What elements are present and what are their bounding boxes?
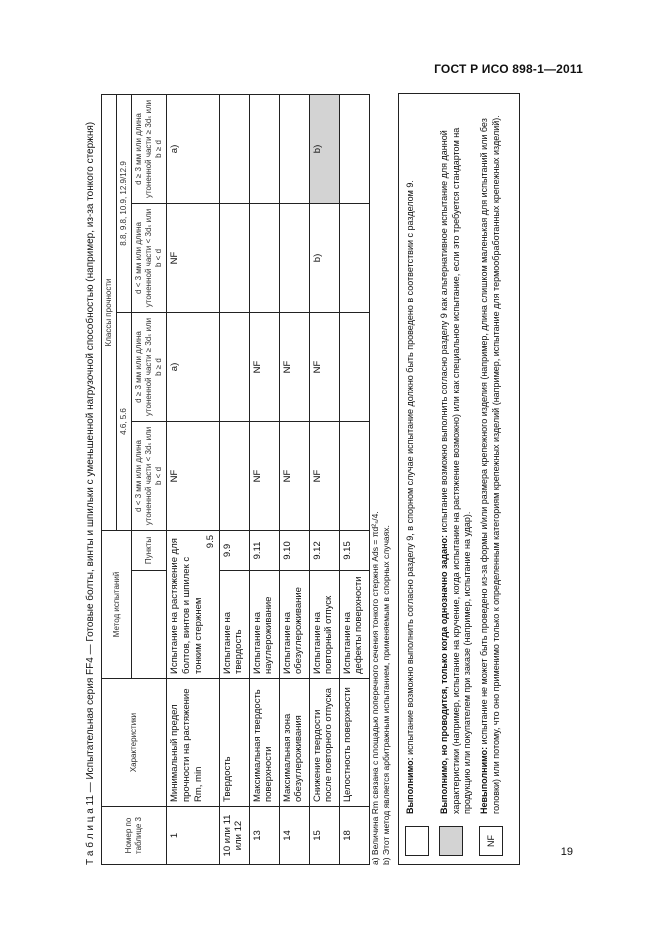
table-row [279, 94, 309, 864]
document-header: ГОСТ Р ИСО 898-1—2011 [434, 62, 583, 76]
legend-gray-text: Выполнимо, но проводится, только когда однозначно задано: испытание возможно выполнить согласно разделу 9 как альтернативное испытание для данной характеристики (например, испытание на кручение, когда испытание на растяжение возможно) или как специальное испытание, если это требуется стандартом на продукцию или покупателем при заказе (например, испытание на удар). [439, 127, 473, 814]
row-cell: NF [279, 421, 309, 530]
page-number: 19 [560, 846, 573, 858]
row-number: 1 [167, 807, 220, 865]
row-cell: NF [167, 421, 220, 530]
row-clause: 9.9 [219, 530, 249, 570]
header-method: Метод испытаний [102, 530, 132, 678]
row-cell [249, 94, 279, 203]
row-characteristic: Целостность поверхности [339, 679, 369, 807]
row-cell-gray: b) [309, 94, 339, 203]
row-number: 13 [249, 807, 279, 865]
legend-box-empty [405, 826, 429, 856]
row-method: Испытание на обезуглероживание [279, 571, 309, 679]
note-b: b) Этот метод является арбитражным испытанием, применяемым в спорных случаях. [381, 525, 392, 865]
row-cell [339, 203, 369, 312]
row-method: Испытание на растяжение для болтов, винтов и шпилек с тонким стержнем 9.5 [167, 530, 220, 678]
row-method: Испытание на повторный отпуск [309, 571, 339, 679]
row-clause: 9.10 [279, 530, 309, 570]
note-a: a) Величина Rm связана с площадью поперечного сечения тонкого стержня Ads = πd²ₛ/4. [370, 511, 380, 865]
row-characteristic: Твердость [219, 679, 249, 807]
table-caption: Т а б л и ц а 11 — Испытательная серия FF4 — Готовые болты, винты и шпильки с уменьшенной нагрузочной способностью (например, из-за тонкого стержня) [85, 121, 96, 865]
row-cell [219, 203, 249, 312]
row-cell: NF [249, 312, 279, 421]
row-method: Испытание на твердость [219, 571, 249, 679]
table-row [167, 94, 220, 864]
row-clause: 9.12 [309, 530, 339, 570]
row-cell: NF [167, 203, 220, 312]
row-cell: b) [309, 203, 339, 312]
row-number: 10 или 11 или 12 [219, 807, 249, 865]
row-cell [219, 94, 249, 203]
legend-nf [479, 106, 513, 856]
row-method: Испытание на науглероживание [249, 571, 279, 679]
header-group-1: 4.6, 5.6 [117, 312, 132, 530]
header-clauses: Пункты [132, 530, 167, 570]
row-cell [219, 312, 249, 421]
row-clause: 9.11 [249, 530, 279, 570]
header-number: Номер по таблице 3 [102, 807, 167, 865]
legend-done-text: Выполнимо: испытание возможно выполнить согласно разделу 9, в спорном случае испытание должно быть проведено в соответствии с разделом 9. [405, 180, 415, 814]
legend-nf-text: Невыполнимо: испытание не может быть проведено из-за формы и/или размера крепежного изделия (например, длина слишком маленькая для испытаний или без головки) или потому, что оно применимо только к определенным категориям крепежных изделий (например, испытание для термообработанных крепежных изделий). [479, 115, 501, 814]
header-sub-2b: d ≥ 3 мм или длина утоненной части ≥ 3dₛ или b ≥ d [132, 94, 167, 203]
table-notes [370, 95, 392, 865]
header-sub-2a: d < 3 мм или длина утоненной части < 3dₛ или b < d [132, 203, 167, 312]
rotated-page-content [85, 95, 520, 865]
row-characteristic: Минимальный предел прочности на растяжение Rm, min [167, 679, 220, 807]
legend-done [405, 106, 435, 856]
row-cell: NF [249, 421, 279, 530]
legend-gray [439, 106, 473, 856]
row-characteristic: Максимальная твердость поверхности [249, 679, 279, 807]
header-classes: Классы прочности [102, 94, 117, 530]
legend [398, 93, 520, 865]
row-cell [279, 203, 309, 312]
row-cell [219, 421, 249, 530]
row-cell [279, 94, 309, 203]
header-characteristic: Характеристики [102, 679, 167, 807]
table-row [219, 94, 249, 864]
row-cell [339, 94, 369, 203]
row-cell [339, 421, 369, 530]
header-sub-1a: d < 3 мм или длина утоненной части < 3dₛ или b < d [132, 421, 167, 530]
row-cell: NF [279, 312, 309, 421]
row-number: 18 [339, 807, 369, 865]
test-series-table [101, 94, 370, 865]
row-cell: NF [309, 421, 339, 530]
row-number: 14 [279, 807, 309, 865]
legend-box-nf: NF [479, 826, 503, 856]
header-sub-1b: d ≥ 3 мм или длина утоненной части ≥ 3dₛ или b ≥ d [132, 312, 167, 421]
row-method: Испытание на дефекты поверхности [339, 571, 369, 679]
row-cell [249, 203, 279, 312]
header-group-2: 8.8, 9.8, 10.9, 12.9/12.9 [117, 94, 132, 312]
row-clause: 9.5 [204, 534, 216, 549]
row-cell: a) [167, 94, 220, 203]
table-row [309, 94, 339, 864]
table-row [339, 94, 369, 864]
legend-box-gray [439, 826, 463, 856]
row-characteristic: Максимальная зона обезуглероживания [279, 679, 309, 807]
header-method-spacer [132, 571, 167, 679]
row-clause: 9.15 [339, 530, 369, 570]
row-characteristic: Снижение твердости после повторного отпуска [309, 679, 339, 807]
row-number: 15 [309, 807, 339, 865]
row-cell: a) [167, 312, 220, 421]
row-cell [339, 312, 369, 421]
table-row [249, 94, 279, 864]
row-cell: NF [309, 312, 339, 421]
